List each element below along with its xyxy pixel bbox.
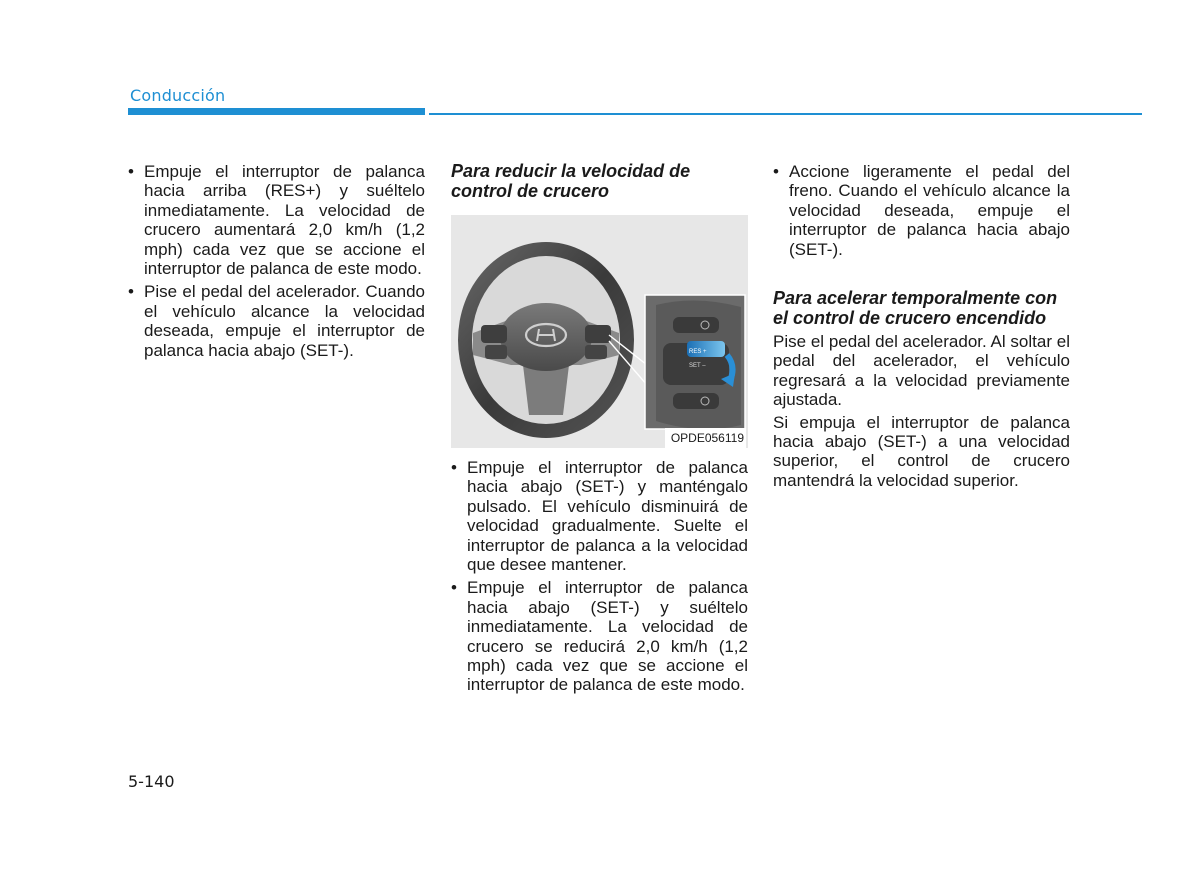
paragraph: Si empuja el interruptor de palanca hacia abajo (SET-) a una velocidad superior, el control de crucero mantendrá la velocidad superior. bbox=[773, 412, 1070, 490]
bullet-dot: • bbox=[128, 282, 134, 302]
bullet-dot: • bbox=[128, 162, 134, 181]
column-1 bbox=[128, 162, 425, 364]
bullet-text: Empuje el interruptor de palanca hacia arriba (RES+) y suéltelo inmediatamente. La velocidad de crucero aumentará 2,0 km/h (1,2 mph) cada vez que se accione el interruptor de palanca de este modo. bbox=[144, 162, 425, 279]
figure-code: OPDE056119 bbox=[665, 428, 746, 448]
bullet-list bbox=[773, 162, 1070, 259]
header-rule-thin bbox=[429, 113, 1142, 115]
bullet-dot: • bbox=[451, 578, 457, 598]
bullet-list bbox=[451, 458, 748, 695]
list-item bbox=[451, 458, 748, 574]
set-switch-label: SET – bbox=[689, 363, 706, 369]
steering-wheel-figure bbox=[451, 215, 748, 448]
bullet-text: Accione ligeramente el pedal del freno. Cuando el vehículo alcance la velocidad deseada, empuje el interruptor de palanca hacia abajo (SET-). bbox=[789, 162, 1070, 259]
right-spoke-buttons-lower bbox=[585, 345, 607, 359]
subsection-heading: Para reducir la velocidad de control de crucero bbox=[451, 161, 691, 201]
list-item bbox=[773, 162, 1070, 259]
column-3 bbox=[773, 162, 1070, 493]
page-number: 5-140 bbox=[128, 772, 175, 791]
left-spoke-buttons-lower bbox=[485, 345, 507, 359]
inset-button-top bbox=[673, 317, 719, 333]
wheel-hub bbox=[500, 303, 592, 371]
right-spoke-buttons bbox=[585, 325, 611, 343]
list-item bbox=[128, 282, 425, 360]
subsection-heading: Para acelerar temporalmente con el control de crucero encendido bbox=[773, 288, 1058, 328]
bullet-text: Empuje el interruptor de palanca hacia abajo (SET-) y suéltelo inmediatamente. La velocidad de crucero se reducirá 2,0 km/h (1,2 mph) cada vez que se accione el interruptor de palanca de este modo. bbox=[467, 578, 748, 695]
column-2 bbox=[451, 162, 748, 699]
bullet-list bbox=[128, 162, 425, 360]
inset-button-bottom bbox=[673, 393, 719, 409]
bullet-dot: • bbox=[773, 162, 779, 181]
section-title: Conducción bbox=[130, 86, 226, 105]
paragraph: Pise el pedal del acelerador. Al soltar el pedal del acelerador, el vehículo regresará a la velocidad previamente ajustada. bbox=[773, 332, 1070, 410]
bullet-dot: • bbox=[451, 458, 457, 477]
wheel-spoke-lower bbox=[523, 365, 569, 415]
header-rule-thick bbox=[128, 108, 425, 115]
res-switch-label: RES + bbox=[689, 349, 707, 355]
bullet-text: Pise el pedal del acelerador. Cuando el vehículo alcance la velocidad deseada, empuje el interruptor de palanca hacia abajo (SET-). bbox=[144, 282, 425, 360]
bullet-text: Empuje el interruptor de palanca hacia abajo (SET-) y manténgalo pulsado. El vehículo disminuirá de velocidad gradualmente. Suelte el interruptor de palanca a la velocidad que desee mantener. bbox=[467, 458, 748, 575]
steering-wheel-illustration bbox=[451, 215, 748, 448]
left-spoke-buttons bbox=[481, 325, 507, 343]
list-item bbox=[451, 578, 748, 694]
list-item bbox=[128, 162, 425, 278]
